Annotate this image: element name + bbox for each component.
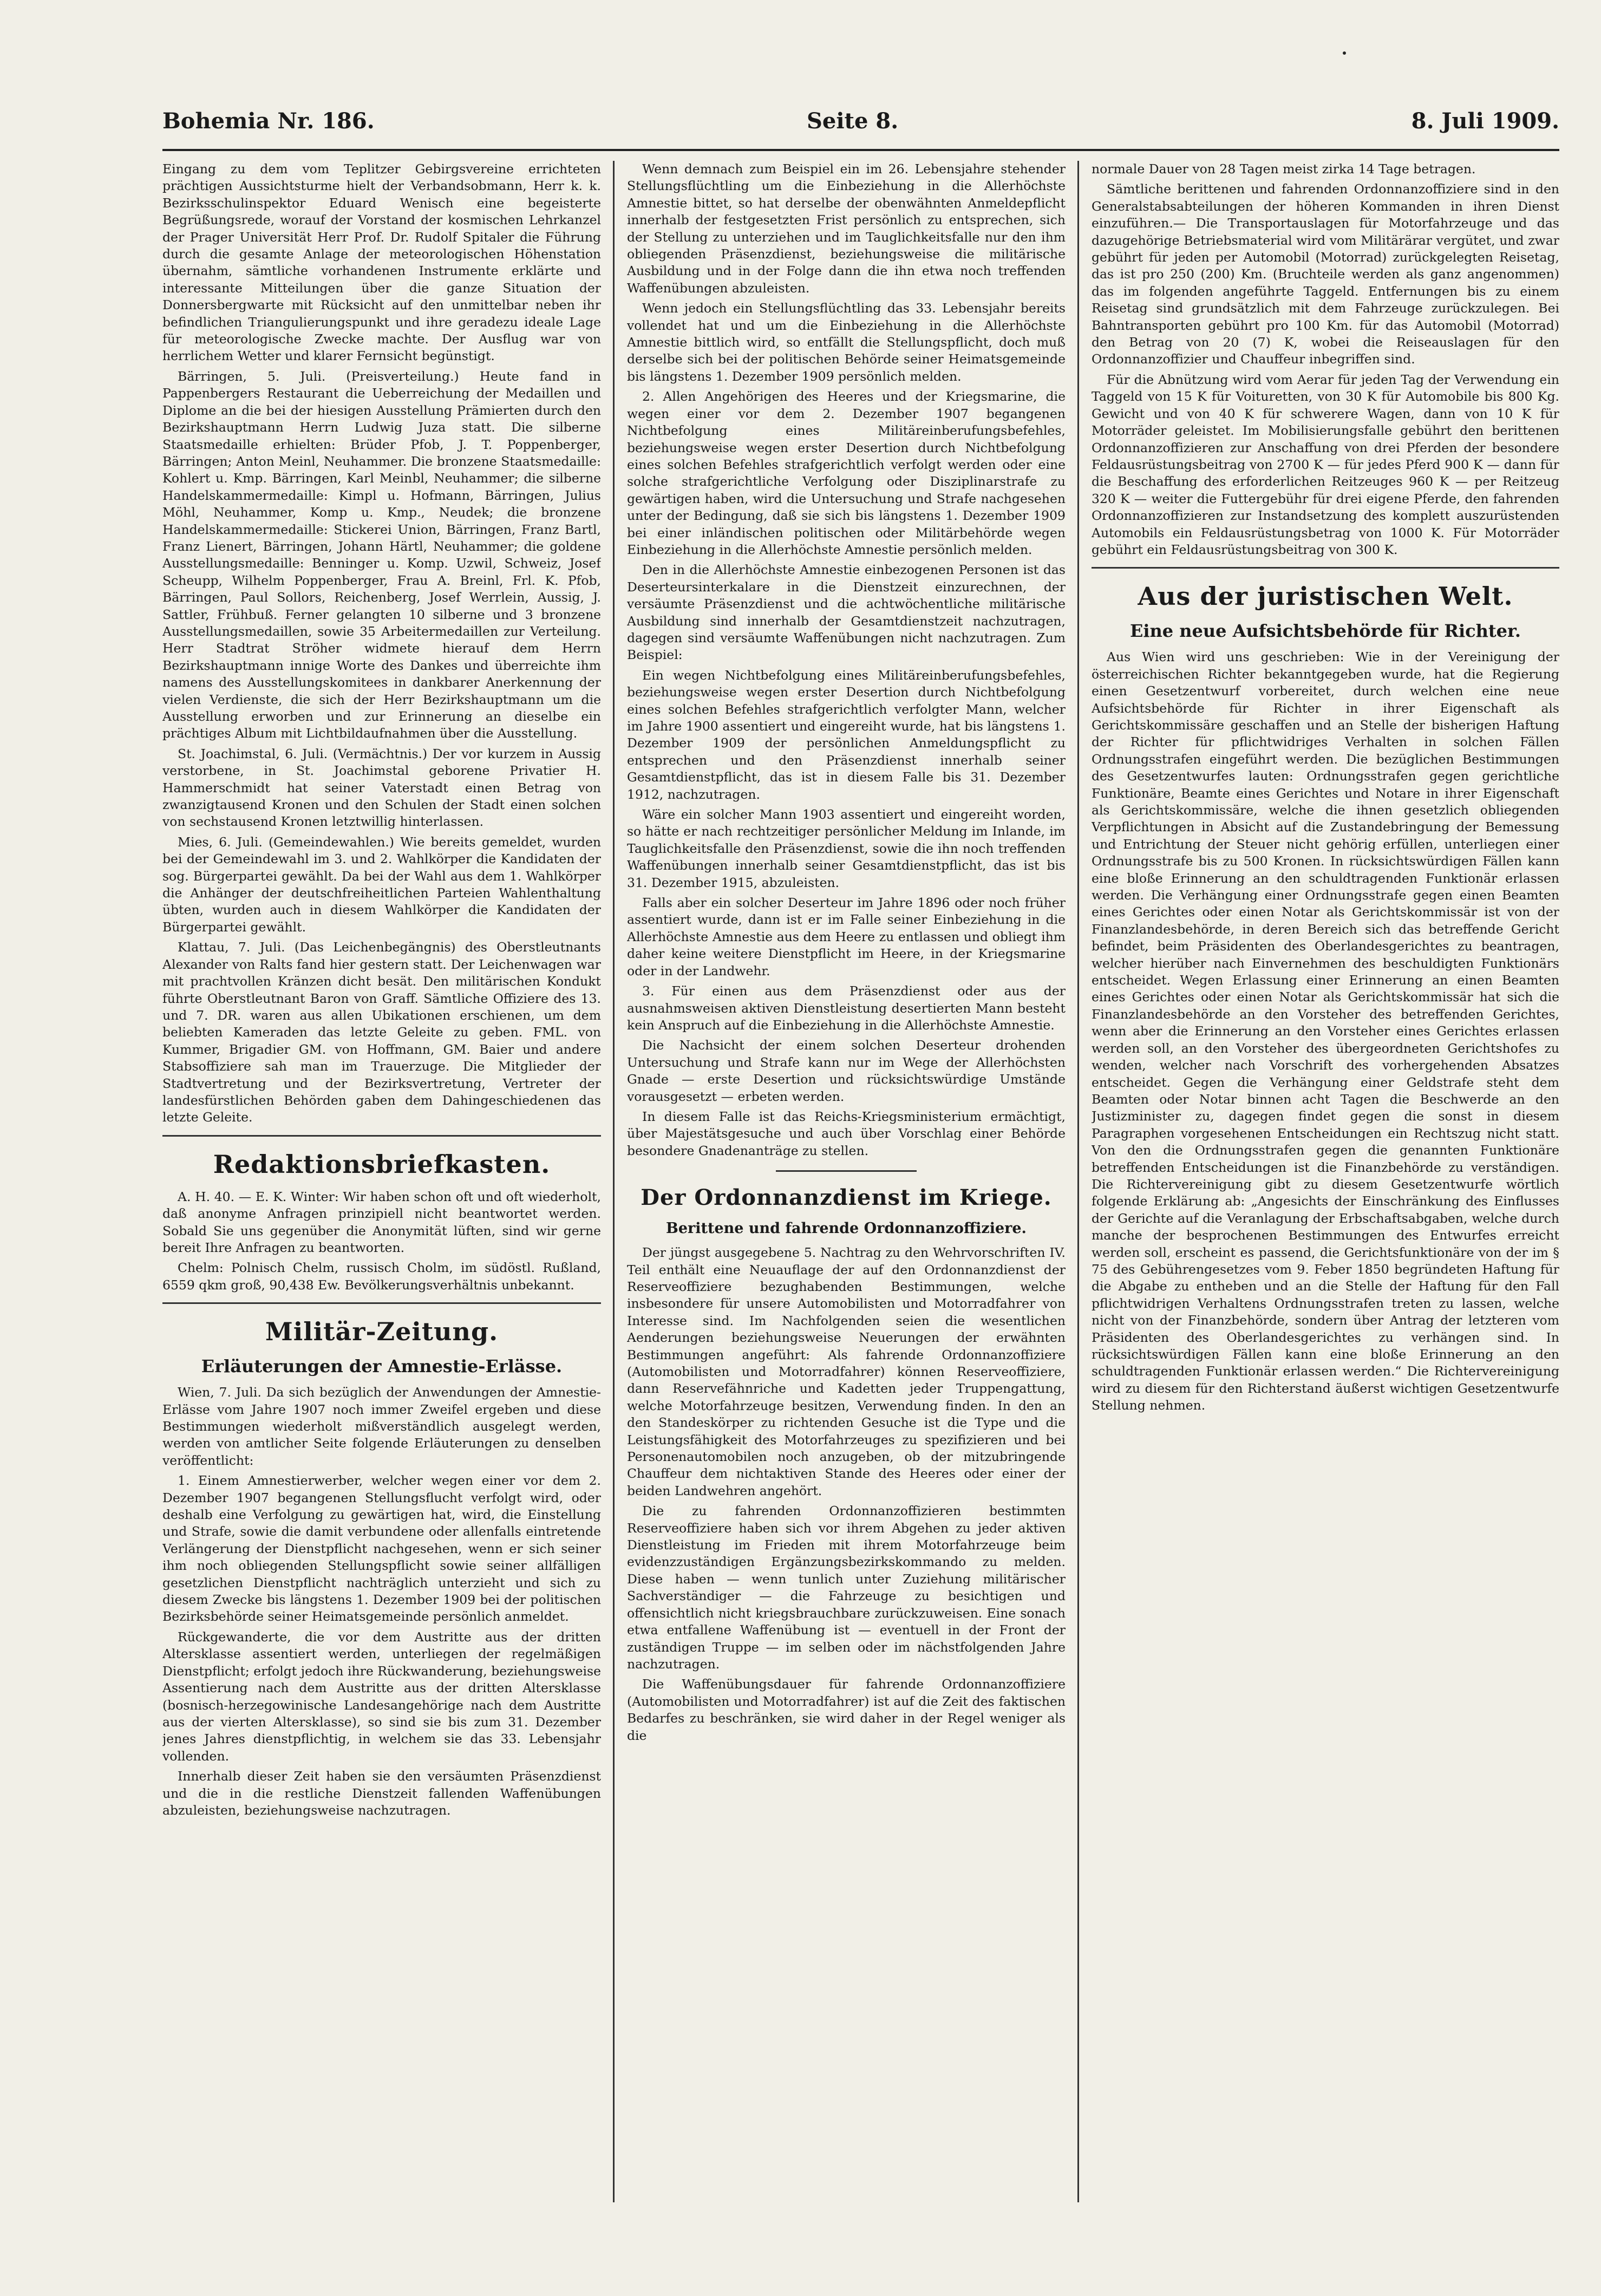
article-paragraph: Innerhalb dieser Zeit haben sie den versäumten Präsenzdienst und die in die restliche Dienstzeit fallenden Waffenübungen abzuleisten, beziehungsweise nachzutragen. <box>162 1769 601 1818</box>
article-paragraph: Eingang zu dem vom Teplitzer Gebirgsvereine errichteten prächtigen Aussichtsturme hielt der Verbandsobmann, Herr k. k. Bezirksschulinspektor Eduard Wenisch eine begeisterte Begrüßungsrede, worauf der Vorstand der kosmischen Lehrkanzel der Prager Universität Herr Prof. Dr. Rudolf Spitaler die Führung durch die gesamte Anlage der meteorologischen Höhenstation übernahm, sämtliche vorhandenen Instrumente erklärte und interessante Mitteilungen über die ganze Situation der Donnersbergwarte mit Rücksicht auf den unmittelbar neben ihr befindlichen Triangulierungspunkt und ihre geradezu ideale Lage für meteorologische Zwecke machte. Der Ausflug war von herrlichem Wetter und klarer Fernsicht begünstigt. <box>162 161 601 364</box>
article-paragraph: Sämtliche berittenen und fahrenden Ordonnanzoffiziere sind in den Generalstabsabteilungen der höheren Kommanden in ihren Dienst einzuführen.— Die Transportauslagen für Motorfahrzeuge und das dazugehörige Betriebsmaterial wird vom Militärärar vergütet, und zwar gebührt für jeden per Automobil (Motorrad) zurückgelegten Reisetag, das ist pro 250 (200) Km. (Bruchteile werden als ganz angenommen) das im folgenden angeführte Taggeld. Entfernungen bis zu einem Reisetag sind grundsätzlich mit dem Fahrzeuge zurückzulegen. Bei Bahntransporten gebührt pro 100 Km. für das Automobil (Motorrad) den Betrag von 20 (7) K, wobei die Reiseauslagen für den Ordonnanzoffizier und Chauffeur inbegriffen sind. <box>1092 181 1559 367</box>
page-header <box>162 100 1559 151</box>
article-paragraph: Den in die Allerhöchste Amnestie einbezogenen Personen ist das Deserteursinterkalare in die Dienstzeit einzurechnen, der versäumte Präsenzdienst und die achtwöchentliche militärische Ausbildung sind innerhalb der Gesamtdienstzeit nachzutragen, dagegen sind versäumte Waffenübungen nicht nachzutragen. Zum Beispiel: <box>627 562 1066 663</box>
section-divider <box>162 1302 601 1304</box>
article-paragraph: 3. Für einen aus dem Präsenzdienst oder aus der ausnahmsweisen aktiven Dienstleistung desertierten Mann besteht kein Anspruch auf die Einbeziehung in die Allerhöchste Amnestie. <box>627 983 1066 1033</box>
article-paragraph: A. H. 40. — E. K. Winter: Wir haben schon oft und oft wiederholt, daß anonyme Anfragen prinzipiell nicht beantwortet werden. Sobald Sie uns gegenüber die Anonymität lüften, sind wir gerne bereit Ihre Anfragen zu beantworten. <box>162 1189 601 1255</box>
article-divider <box>776 1170 917 1172</box>
article-paragraph: Die Waffenübungsdauer für fahrende Ordonnanzoffiziere (Automobilisten und Motorradfahrer) ist auf die Zeit des faktischen Bedarfes zu beschränken, sie wird daher in der Regel weniger als die <box>627 1677 1066 1743</box>
column-2 <box>627 161 1066 2213</box>
article-paragraph: Wäre ein solcher Mann 1903 assentiert und eingereiht worden, so hätte er nach rechtzeitiger persönlicher Meldung im Inlande, im Tauglichkeitsfalle den Präsenzdienst, sowie die ihn noch treffenden Waffenübungen innerhalb seiner Gesamtdienstpflicht, das ist bis 31. Dezember 1915, abzuleisten. <box>627 807 1066 890</box>
column-rule <box>1077 161 1079 2202</box>
article-paragraph: Ein wegen Nichtbefolgung eines Militäreinberufungsbefehles, beziehungsweise wegen erster Desertion durch Nichtbefolgung eines solchen Befehles strafgerichtlich verfolgter Mann, welcher im Jahre 1900 assentiert und eingereiht wurde, hat bis längstens 1. Dezember 1909 der persönlichen Anmeldungspflicht zu entsprechen und den Präsenzdienst innerhalb seiner Gesamtdienstpflicht, das ist in diesem Falle bis 31. Dezember 1912, nachzutragen. <box>627 667 1066 802</box>
article-paragraph: Wenn jedoch ein Stellungsflüchtling das 33. Lebensjahr bereits vollendet hat und um die Einbeziehung in die Allerhöchste Amnestie bittlich wird, so entfällt die Stellungspflicht, doch muß derselbe sich bei der politischen Behörde seiner Heimatsgemeinde bis längstens 1. Dezember 1909 persönlich melden. <box>627 301 1066 384</box>
section-divider <box>1092 567 1559 569</box>
column-rule <box>613 161 615 2202</box>
section-heading-militaer: Militär-Zeitung. <box>265 1317 499 1347</box>
column-3 <box>1092 161 1559 2213</box>
article-paragraph: Der jüngst ausgegebene 5. Nachtrag zu den Wehrvorschriften IV. Teil enthält eine Neuauflage der auf den Ordonnanzdienst der Reserveoffiziere bezughabenden Bestimmungen, welche insbesondere für unsere Automobilisten und Motorradfahrer von Interesse sind. Im Nachfolgenden seien die wesentlichen Aenderungen beziehungsweise Neuerungen der erwähnten Bestimmungen angeführt: Als fahrende Ordonnanzoffiziere (Automobilisten und Motorradfahrer) können Reserveoffiziere, dann Reservefähnriche und Kadetten jeder Truppengattung, welche Motorfahrzeuge besitzen, Verwendung finden. In den an den Standeskörper zu richtenden Gesuche ist die Type und die Leistungsfähigkeit des Motorfahrzeuges zu spezifizieren und bei Personenautomobilen noch anzugeben, ob der mitzubringende Chauffeur dem nichtaktiven Stande des Heeres oder einer der beiden Landwehren angehört. <box>627 1245 1066 1498</box>
article-paragraph: Die Nachsicht der einem solchen Deserteur drohenden Untersuchung und Strafe kann nur im Wege der Allerhöchsten Gnade — erste Desertion und rücksichtswürdige Umstände vorausgesetzt — erbeten werden. <box>627 1038 1066 1104</box>
article-paragraph: Aus Wien wird uns geschrieben: Wie in der Vereinigung der österreichischen Richter bekanntgegeben wurde, hat die Regierung einen Gesetzentwurf vorbereitet, durch welchen eine neue Aufsichtsbehörde für Richter in ihrer Eigenschaft als Gerichtskommissäre geschaffen und an Stelle der bisherigen Haftung der Richter für pflichtwidriges Verhalten in solchen Fällen Ordnungsstrafen eingeführt werden. Die bezüglichen Bestimmungen des Gesetzentwurfes lauten: Ordnungsstrafen gegen gerichtliche Funktionäre, Beamte eines Gerichtes und Notare in ihrer Eigenschaft als Gerichtskommissäre, welche die ihnen gesetzlich obliegenden Verpflichtungen in Absicht auf die Zustandebringung der Bemessung und Entrichtung der Steuer nicht gehörig erfüllen, unterliegen einer Ordnungsstrafe bis zu 500 Kronen. In rücksichtswürdigen Fällen kann eine bloße Erinnerung an den schuldtragenden Funktionär erlassen werden. Die Verhängung einer Ordnungsstrafe gegen einen Beamten eines Gerichtes oder einen Notar als Gerichtskommissär ist von der Finanzlandesbehörde, in deren Bereich sich das betreffende Gericht befindet, beim Präsidenten des Oberlandesgerichtes zu beantragen, welcher hierüber nach Einvernehmen des beschuldigten Funktionärs entscheidet. Wegen Erlassung einer Erinnerung an einen Beamten eines Gerichtes oder einen Notar als Gerichtskommissär hat sich die Finanzlandesbehörde an den Vorsteher des betreffenden Gerichtes, wenn aber die Erinnerung an den Vorsteher eines Gerichtes erlassen werden soll, an den Vorsteher des übergeordneten Gerichtshofes zu wenden, welcher nach Vorschrift des vorhergehenden Absatzes entscheidet. Gegen die Verhängung einer Geldstrafe steht dem Beamten oder Notar binnen acht Tagen die Beschwerde an den Justizminister zu, dagegen findet gegen die sonst in diesem Paragraphen vorgesehenen Entscheidungen ein Rechtszug nicht statt. Von den die Ordnungsstrafen gegen die genannten Funktionäre betreffenden Entscheidungen ist die Finanzbehörde zu verständigen. Die Richtervereinigung gibt zu diesem Gesetzentwurfe wörtlich folgende Erklärung ab: „Angesichts der Einschränkung des Einflusses der Gerichte auf die Veranlagung der Erbschaftsabgaben, welche durch manche der besprochenen Bestimmungen des Entwurfes erreicht werden soll, erscheint es passend, die Gerichtsfunktionäre von der im § 75 des Gebührengesetzes vom 9. Feber 1850 begründeten Haftung für die Abgabe zu entheben und an die Stelle der Haftung für den Fall pflichtwidrigen Verhaltens Ordnungsstrafen treten zu lassen, welche nicht von der Finanzbehörde, sondern über Antrag der letzteren vom Präsidenten des Oberlandesgerichtes zu verhängen sind. In rücksichtswürdigen Fällen kann eine bloße Erinnerung an den schuldtragenden Funktionär erlassen werden.“ Die Richtervereinigung wird zu diesem für den Richterstand äußerst wichtigen Gesetzentwurfe Stellung nehmen. <box>1092 649 1559 1413</box>
article-paragraph: Chelm: Polnisch Chelm, russisch Cholm, im südöstl. Rußland, 6559 qkm groß, 90,438 Ew. Bevölkerungsverhältnis unbekannt. <box>162 1260 601 1293</box>
article-paragraph: Wien, 7. Juli. Da sich bezüglich der Anwendungen der Amnestie-Erlässe vom Jahre 1907 noch immer Zweifel ergeben und diese Bestimmungen wiederholt mißverständlich ausgelegt werden, werden von amtlicher Seite folgende Erläuterungen zu denselben veröffentlicht: <box>162 1385 601 1468</box>
article-paragraph: Klattau, 7. Juli. (Das Leichenbegängnis) des Oberstleutnants Alexander von Ralts fand hier gestern statt. Der Leichenwagen war mit prachtvollen Kränzen dicht besät. Den militärischen Kondukt führte Oberstleutnant Baron von Graff. Sämtliche Offiziere des 13. und 7. DR. waren aus allen Ubikationen erschienen, um dem beliebten Kameraden das letzte Geleite zu geben. FML. von Kummer, Brigadier GM. von Hoffmann, GM. Baier und andere Stabsoffiziere sah man im Trauerzuge. Die Mitglieder der Stadtvertretung und der Bezirksvertretung, Vertreter der landesfürstlichen Behörden gaben dem Dahingeschiedenen das letzte Geleite. <box>162 940 601 1125</box>
newspaper-page <box>162 100 1559 2223</box>
article-paragraph: In diesem Falle ist das Reichs-Kriegsministerium ermächtigt, über Majestätsgesuche und auch über Vorschlag einer Behörde besondere Gnadenanträge zu stellen. <box>627 1108 1066 1158</box>
section-heading-redaktion: Redaktionsbriefkasten. <box>213 1149 551 1179</box>
header-page-number: Seite 8. <box>807 108 899 134</box>
article-paragraph: Mies, 6. Juli. (Gemeindewahlen.) Wie bereits gemeldet, wurden bei der Gemeindewahl im 3. und 2. Wahlkörper die Kandidaten der sog. Bürgerpartei gewählt. Da bei der Wahl aus dem 1. Wahlkörper die Anhänger der deutschfreiheitlichen Parteien Wahlenthaltung übten, wurden auch in diesem Wahlkörper die Kandidaten der Bürgerpartei gewählt. <box>162 834 601 935</box>
header-date: 8. Juli 1909. <box>1411 108 1559 134</box>
article-paragraph: Für die Abnützung wird vom Aerar für jeden Tag der Verwendung ein Taggeld von 15 K für Voituretten, von 30 K für Automobile bis 800 Kg. Gewicht und von 40 K für schwerere Wagen, dann von 10 K für Motorräder geleistet. Im Mobilisierungsfalle gebührt den berittenen Ordonnanzoffizieren zur Anschaffung von drei Pferden der besondere Feldausrüstungsbeitrag von 2700 K — für jedes Pferd 900 K — dann für die Beschaffung des erforderlichen Reitzeuges 960 K — per Reitzeug 320 K — weiter die Futtergebühr für drei eigene Pferde, den fahrenden Ordonnanzoffizieren zur Instandsetzung des komplett auszurüstenden Automobils ein Feldausrüstungsbetrag von 1000 K. Für Motorräder gebührt ein Feldausrüstungsbeitrag von 300 K. <box>1092 371 1559 557</box>
article-paragraph: Die zu fahrenden Ordonnanzoffizieren bestimmten Reserveoffiziere haben sich vor ihrem Abgehen zu jeder aktiven Dienstleistung im Frieden mit ihrem Motorfahrzeuge beim evidenzzuständigen Ergänzungsbezirkskommando zu melden. Diese haben — wenn tunlich unter Zuziehung militärischer Sachverständiger — die Fahrzeuge zu besichtigen und offensichtlich nicht kriegsbrauchbare zurückzuweisen. Eine sonach etwa entfallene Waffenübung ist — eventuell in der Front der zuständigen Truppe — im selben oder im nächstfolgenden Jahre nachzutragen. <box>627 1503 1066 1672</box>
section-heading-juristisch: Aus der juristischen Welt. <box>1138 582 1513 611</box>
article-paragraph: Falls aber ein solcher Deserteur im Jahre 1896 oder noch früher assentiert wurde, dann ist er im Falle seiner Einbeziehung in die Allerhöchste Amnestie aus dem Heere zu entlassen und obliegt ihm daher keine weitere Dienstpflicht im Heere, in der Kriegsmarine oder in der Landwehr. <box>627 895 1066 979</box>
article-paragraph: Wenn demnach zum Beispiel ein im 26. Lebensjahre stehender Stellungsflüchtling um die Einbeziehung in die Allerhöchste Amnestie bittet, so hat derselbe der obenwähnten Anmeldepflicht innerhalb der festgesetzten Frist persönlich zu entsprechen, sich der Stellung zu unterziehen und im Tauglichkeitsfalle nur den ihm obliegenden Präsenzdienst, beziehungsweise die militärische Ausbildung und in der Folge dann die ihn etwa noch treffenden Waffenübungen abzuleisten. <box>627 161 1066 296</box>
article-subheading: Erläuterungen der Amnestie-Erlässe. <box>201 1356 563 1377</box>
article-paragraph: 1. Einem Amnestierwerber, welcher wegen einer vor dem 2. Dezember 1907 begangenen Stellungsflucht verfolgt wird, oder deshalb eine Verfolgung zu gewärtigen hat, wird, die Einstellung und Strafe, sowie die damit verbundene oder allenfalls eintretende Verlängerung der Dienstpflicht nachgesehen, wenn er sich seiner ihm noch obliegenden Stellungspflicht sowie seiner allfälligen gesetzlichen Dienstpflicht nachträglich unterzieht und sich zu diesem Zwecke bis längstens 1. Dezember 1909 bei der politischen Bezirksbehörde seiner Heimatsgemeinde persönlich anmeldet. <box>162 1473 601 1625</box>
article-subheading: Berittene und fahrende Ordonnanzoffiziere. <box>666 1220 1027 1237</box>
article-paragraph: Bärringen, 5. Juli. (Preisverteilung.) Heute fand in Pappenbergers Restaurant die Ueberreichung der Medaillen und Diplome an die bei der hiesigen Ausstellung Prämierten durch den Bezirkshauptmann Herrn Ludwig Juza statt. Die silberne Staatsmedaille erhielten: Brüder Pfob, J. T. Poppenberger, Bärringen; Anton Meinl, Neuhammer. Die bronzene Staatsmedaille: Kohlert u. Kmp. Bärringen, Karl Meinbl, Neuhammer; die silberne Handelskammermedaille: Kimpl u. Hofmann, Bärringen, Julius Möhl, Neuhammer, Komp u. Kmp., Neudek; die bronzene Handelskammermedaille: Stickerei Union, Bärringen, Franz Bartl, Franz Lienert, Bärringen, Johann Härtl, Neuhammer; die goldene Ausstellungsmedaille: Benninger u. Komp. Uzwil, Schweiz, Josef Scheupp, Wilhelm Poppenberger, Frau A. Breinl, Frl. K. Pfob, Bärringen, Paul Sollors, Reichenberg, Josef Werrlein, Aussig, J. Sattler, Frühbuß. Ferner gelangten 10 silberne und 3 bronzene Ausstellungsmedaillen, sowie 35 Arbeitermedaillen zur Verteilung. Herr Stadtrat Ströher widmete hierauf dem Herrn Bezirkshauptmann innige Worte des Dankes und überreichte ihm namens des Ausstellungskomitees in dankbarer Anerkennung der vielen Verdienste, die sich der Herr Bezirkshauptmann um die Ausstellung erworben und zur Erinnerung an dieselbe ein prächtiges Album mit Lichtbildaufnahmen über die Ausstellung. <box>162 368 601 741</box>
article-paragraph: Rückgewanderte, die vor dem Austritte aus der dritten Altersklasse assentiert werden, unterliegen der regelmäßigen Dienstpflicht; erfolgt jedoch ihre Rückwanderung, beziehungsweise Assentierung nach dem Austritte aus der dritten Altersklasse (bosnisch-herzegowinische Landesangehörige nach dem Austritte aus der vierten Altersklasse), so sind sie bis zum 31. Dezember jenes Jahres dienstpflichtig, in welchem sie das 33. Lebensjahr vollenden. <box>162 1629 601 1764</box>
article-subheading: Eine neue Aufsichtsbehörde für Richter. <box>1129 621 1521 642</box>
article-heading-ordonnanz: Der Ordonnanzdienst im Kriege. <box>641 1185 1052 1211</box>
section-divider <box>162 1135 601 1137</box>
article-paragraph: normale Dauer von 28 Tagen meist zirka 14 Tage betragen. <box>1092 161 1476 177</box>
header-masthead: Bohemia Nr. 186. <box>162 108 375 134</box>
article-paragraph: 2. Allen Angehörigen des Heeres und der Kriegsmarine, die wegen einer vor dem 2. Dezember 1907 begangenen Nichtbefolgung eines Militäreinberufungsbefehles, beziehungsweise wegen erster Desertion durch Nichtbefolgung eines solchen Befehles strafgerichtlich verfolgt werden oder eine solche strafgerichtliche Verfolgung oder Disziplinarstrafe zu gewärtigen haben, wird die Untersuchung und Strafe nachgesehen unter der Bedingung, daß sie sich bis längstens 1. Dezember 1909 bei einer inländischen politischen oder Militärbehörde wegen Einbeziehung in die Allerhöchste Amnestie persönlich melden. <box>627 389 1066 557</box>
article-paragraph: St. Joachimstal, 6. Juli. (Vermächtnis.) Der vor kurzem in Aussig verstorbene, in St. Joachimstal geborene Privatier H. Hammerschmidt hat seiner Vaterstadt einen Betrag von zwanzigtausend Kronen und den Schulen der Stadt einen solchen von sechstausend Kronen letztwillig hinterlassen. <box>162 746 601 830</box>
column-1 <box>162 161 601 2213</box>
